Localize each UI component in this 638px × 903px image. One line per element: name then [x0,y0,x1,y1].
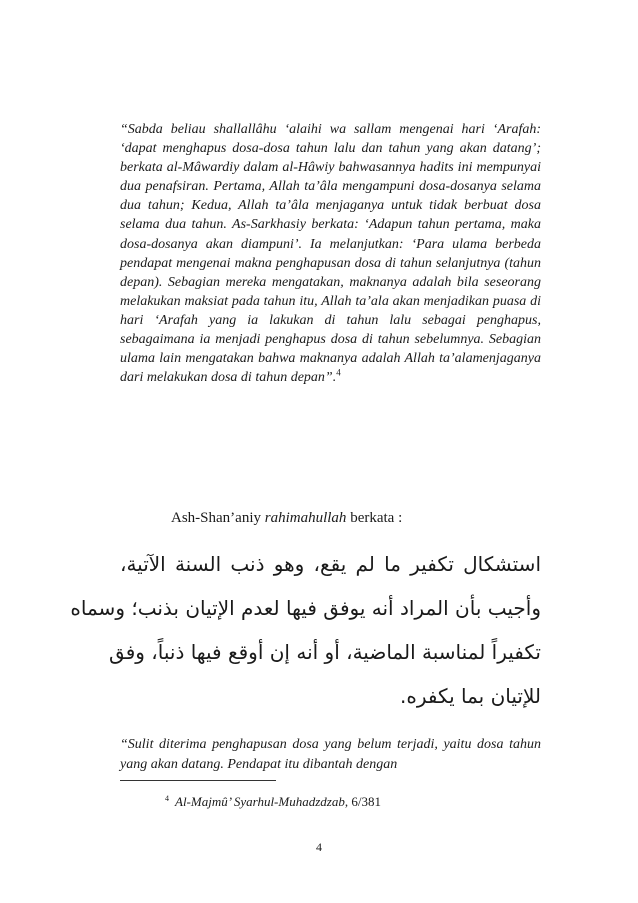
quote-paragraph [120,120,541,387]
footnote-divider [120,780,276,781]
footnote-number: 4 [165,793,169,803]
footnote [165,793,541,810]
footnote-ref: , 6/381 [344,794,381,809]
footnote-reference[interactable]: 4 [336,367,341,378]
translation-paragraph: “Sulit diterima penghapusan dosa yang belum terjadi, yaitu dosa tahun yang akan datang. Pendapat itu dibantah dengan [120,737,541,772]
intro-line [171,509,541,528]
arabic-line-2: وأجيب بأن المراد أنه يوفق فيها لعدم الإتيان بذنب؛ وسماه [70,596,541,620]
page-number: 4 [316,840,322,854]
arabic-quote [70,542,541,718]
arabic-line-1: استشكال تكفير ما لم يقع، وهو ذنب السنة الآتية، [120,552,541,576]
intro-name: Ash-Shan’aniy [171,510,261,526]
footnote-title: Al-Majmû’ Syarhul-Muhadzdzab [175,794,345,809]
intro-verb: berkata : [350,510,403,526]
arabic-line-4: للإتيان بما يكفره. [400,684,541,708]
arabic-line-3: تكفيراً لمناسبة الماضية، أو أنه إن أوقع فيها ذنباً، وفق [109,640,541,664]
quote-text: “Sabda beliau shallallâhu ‘alaihi wa sallam mengenai hari ‘Arafah: ‘dapat menghapus dosa-dosa tahun lalu dan tahun yang akan datang’; berkata al-Mâwardiy dalam al-Hâwiy bahwasannya hadits ini mempunyai dua penafsiran. Pertama, Allah ta’âla mengampuni dosa-dosanya selama dua tahun; Kedua, Allah ta’âla menjaganya untuk tidak berbuat dosa selama dua tahun. As-Sarkhasiy berkata: ‘Adapun tahun pertama, maka dosa-dosanya akan diampuni’. Ia melanjutkan: ‘Para ulama berbeda pendapat mengenai makna penghapusan dosa di tahun selanjutnya (tahun depan). Sebagian mereka mengatakan, maknanya adalah bila seseorang melakukan maksiat pada tahun itu, Allah ta’ala akan menjadikan puasa di hari ‘Arafah yang ia lakukan di tahun lalu sebagai penghapus, sebagaimana ia menjadi penghapus dosa di tahun sebelumnya. Sebagian ulama lain mengatakan bahwa maknanya adalah Allah ta’alamenjaganya dari melakukan dosa di tahun depan”. [120,122,541,386]
intro-honorific: rahimahullah [264,510,347,526]
